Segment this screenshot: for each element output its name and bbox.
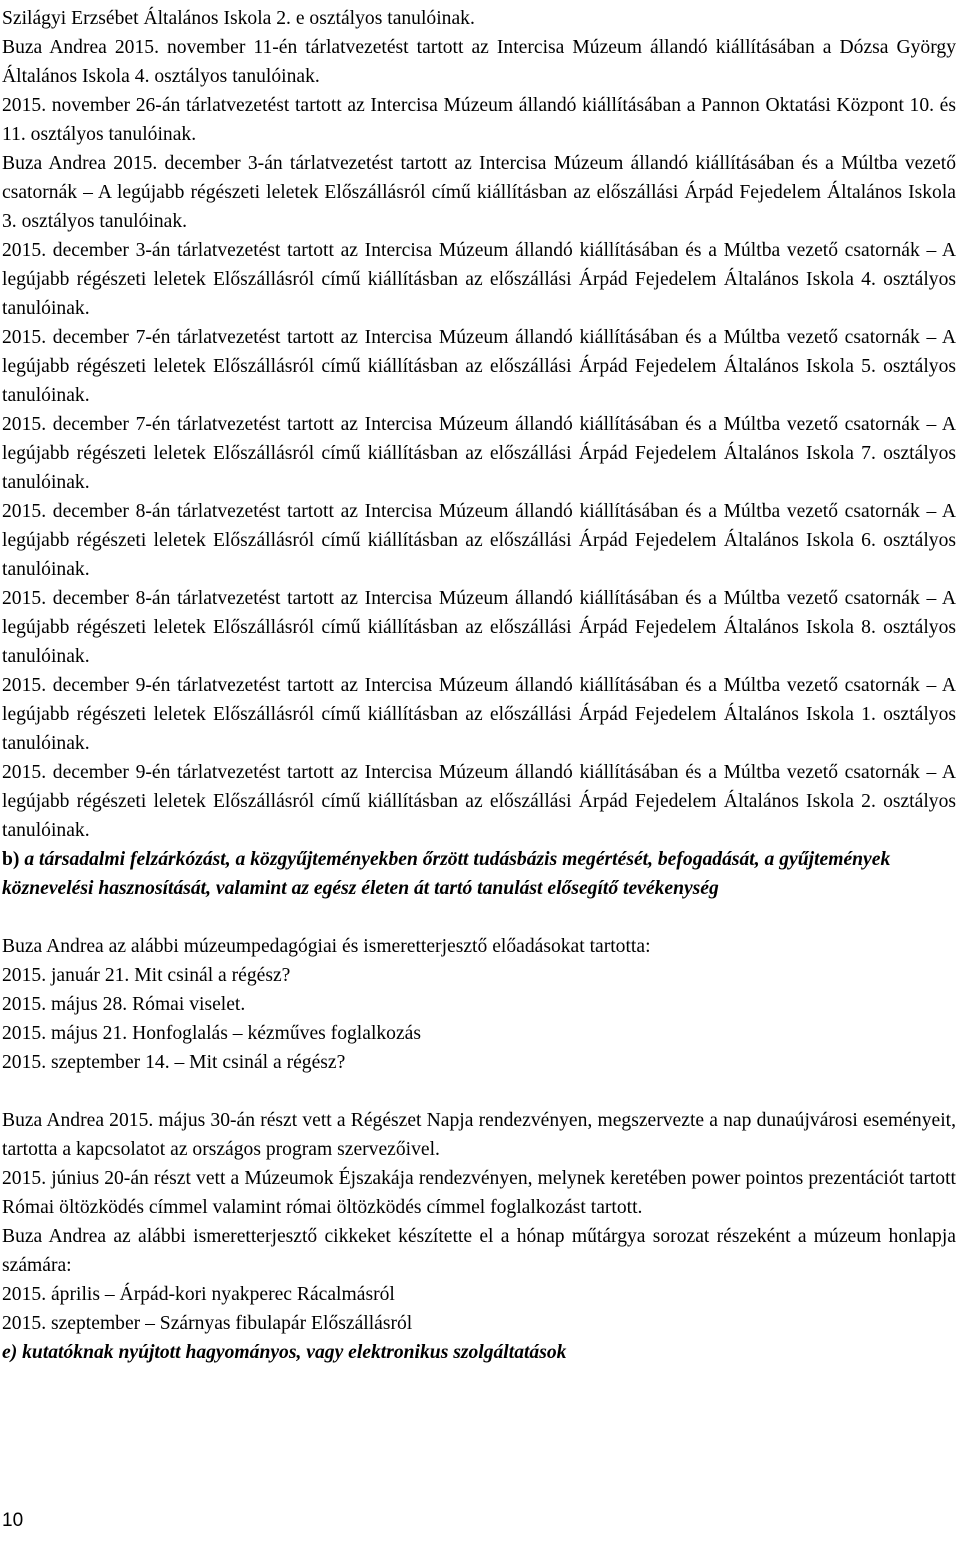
page-text	[2, 4, 956, 1367]
paragraph-dec-9-b: 2015. december 9-én tárlatvezetést tartott az Intercisa Múzeum állandó kiállításában és a Múltba vezető csatornák – A legújabb régészeti leletek Előszállásról című kiállításban az előszállási Árpád Fejedelem Általános Iskola 2. osztályos tanulóinak.	[2, 762, 956, 841]
paragraph-dec-8-a: 2015. december 8-án tárlatvezetést tartott az Intercisa Múzeum állandó kiállításában és a Múltba vezető csatornák – A legújabb régészeti leletek Előszállásról című kiállításban az előszállási Árpád Fejedelem Általános Iskola 6. osztályos tanulóinak.	[2, 501, 956, 580]
paragraph-dec-7-a: 2015. december 7-én tárlatvezetést tartott az Intercisa Múzeum állandó kiállításában és a Múltba vezető csatornák – A legújabb régészeti leletek Előszállásról című kiállításban az előszállási Árpád Fejedelem Általános Iskola 5. osztályos tanulóinak.	[2, 327, 956, 406]
section-e-heading: e) kutatóknak nyújtott hagyományos, vagy elektronikus szolgáltatások	[2, 1342, 567, 1363]
paragraph-articles-intro: Buza Andrea az alábbi ismeretterjesztő cikkeket készítette el a hónap műtárgya sorozat részeként a múzeum honlapja számára:	[2, 1226, 956, 1276]
section-b-label: b)	[2, 849, 20, 870]
paragraph-dec-8-b: 2015. december 8-án tárlatvezetést tartott az Intercisa Múzeum állandó kiállításában és a Múltba vezető csatornák – A legújabb régészeti leletek Előszállásról című kiállításban az előszállási Árpád Fejedelem Általános Iskola 8. osztályos tanulóinak.	[2, 588, 956, 667]
paragraph-school-list-tail: Szilágyi Erzsébet Általános Iskola 2. e osztályos tanulóinak.	[2, 8, 475, 29]
spacer	[2, 903, 956, 932]
paragraph-dec-3-a: Buza Andrea 2015. december 3-án tárlatvezetést tartott az Intercisa Múzeum állandó kiállításában és a Múltba vezető csatornák – A legújabb régészeti leletek Előszállásról című kiállításban az előszállási Árpád Fejedelem Általános Iskola 3. osztályos tanulóinak.	[2, 153, 956, 232]
paragraph-regeszet-napja: Buza Andrea 2015. május 30-án részt vett a Régészet Napja rendezvényen, megszervezte a nap dunaújvárosi eseményeit, tartotta a kapcsolatot az országos program szervezőivel.	[2, 1110, 956, 1160]
paragraph-dec-3-b: 2015. december 3-án tárlatvezetést tartott az Intercisa Múzeum állandó kiállításában és a Múltba vezető csatornák – A legújabb régészeti leletek Előszállásról című kiállításban az előszállási Árpád Fejedelem Általános Iskola 4. osztályos tanulóinak.	[2, 240, 956, 319]
article-item: 2015. szeptember – Szárnyas fibulapár Előszállásról	[2, 1313, 413, 1334]
section-b-title: a társadalmi felzárkózást, a közgyűjteményekben őrzött tudásbázis megértését, befogadását, a gyűjtemények köznevelési hasznosítását, valamint az egész életen át tartó tanulást elősegítő tevékenység	[2, 849, 891, 899]
paragraph-dec-7-b: 2015. december 7-én tárlatvezetést tartott az Intercisa Múzeum állandó kiállításában és a Múltba vezető csatornák – A legújabb régészeti leletek Előszállásról című kiállításban az előszállási Árpád Fejedelem Általános Iskola 7. osztályos tanulóinak.	[2, 414, 956, 493]
section-b-heading	[2, 845, 956, 903]
lectures-intro: Buza Andrea az alábbi múzeumpedagógiai és ismeretterjesztő előadásokat tartotta:	[2, 936, 651, 957]
lecture-item: 2015. május 28. Római viselet.	[2, 994, 246, 1015]
paragraph-nov-26: 2015. november 26-án tárlatvezetést tartott az Intercisa Múzeum állandó kiállításában a Pannon Oktatási Központ 10. és 11. osztályos tanulóinak.	[2, 95, 956, 145]
paragraph-nov-11: Buza Andrea 2015. november 11-én tárlatvezetést tartott az Intercisa Múzeum állandó kiállításában a Dózsa György Általános Iskola 4. osztályos tanulóinak.	[2, 37, 956, 87]
paragraph-dec-9-a: 2015. december 9-én tárlatvezetést tartott az Intercisa Múzeum állandó kiállításában és a Múltba vezető csatornák – A legújabb régészeti leletek Előszállásról című kiállításban az előszállási Árpád Fejedelem Általános Iskola 1. osztályos tanulóinak.	[2, 675, 956, 754]
lecture-item: 2015. szeptember 14. – Mit csinál a régész?	[2, 1052, 346, 1073]
spacer	[2, 1077, 956, 1106]
page-number: 10	[2, 1510, 24, 1531]
article-item: 2015. április – Árpád-kori nyakperec Rácalmásról	[2, 1284, 395, 1305]
lecture-item: 2015. május 21. Honfoglalás – kézműves foglalkozás	[2, 1023, 421, 1044]
lecture-item: 2015. január 21. Mit csinál a régész?	[2, 965, 291, 986]
paragraph-muzeumok-ejszakaja: 2015. június 20-án részt vett a Múzeumok Éjszakája rendezvényen, melynek keretében power pointos prezentációt tartott Római öltözködés címmel valamint római öltözködés címmel foglalkozást tartott.	[2, 1168, 956, 1218]
